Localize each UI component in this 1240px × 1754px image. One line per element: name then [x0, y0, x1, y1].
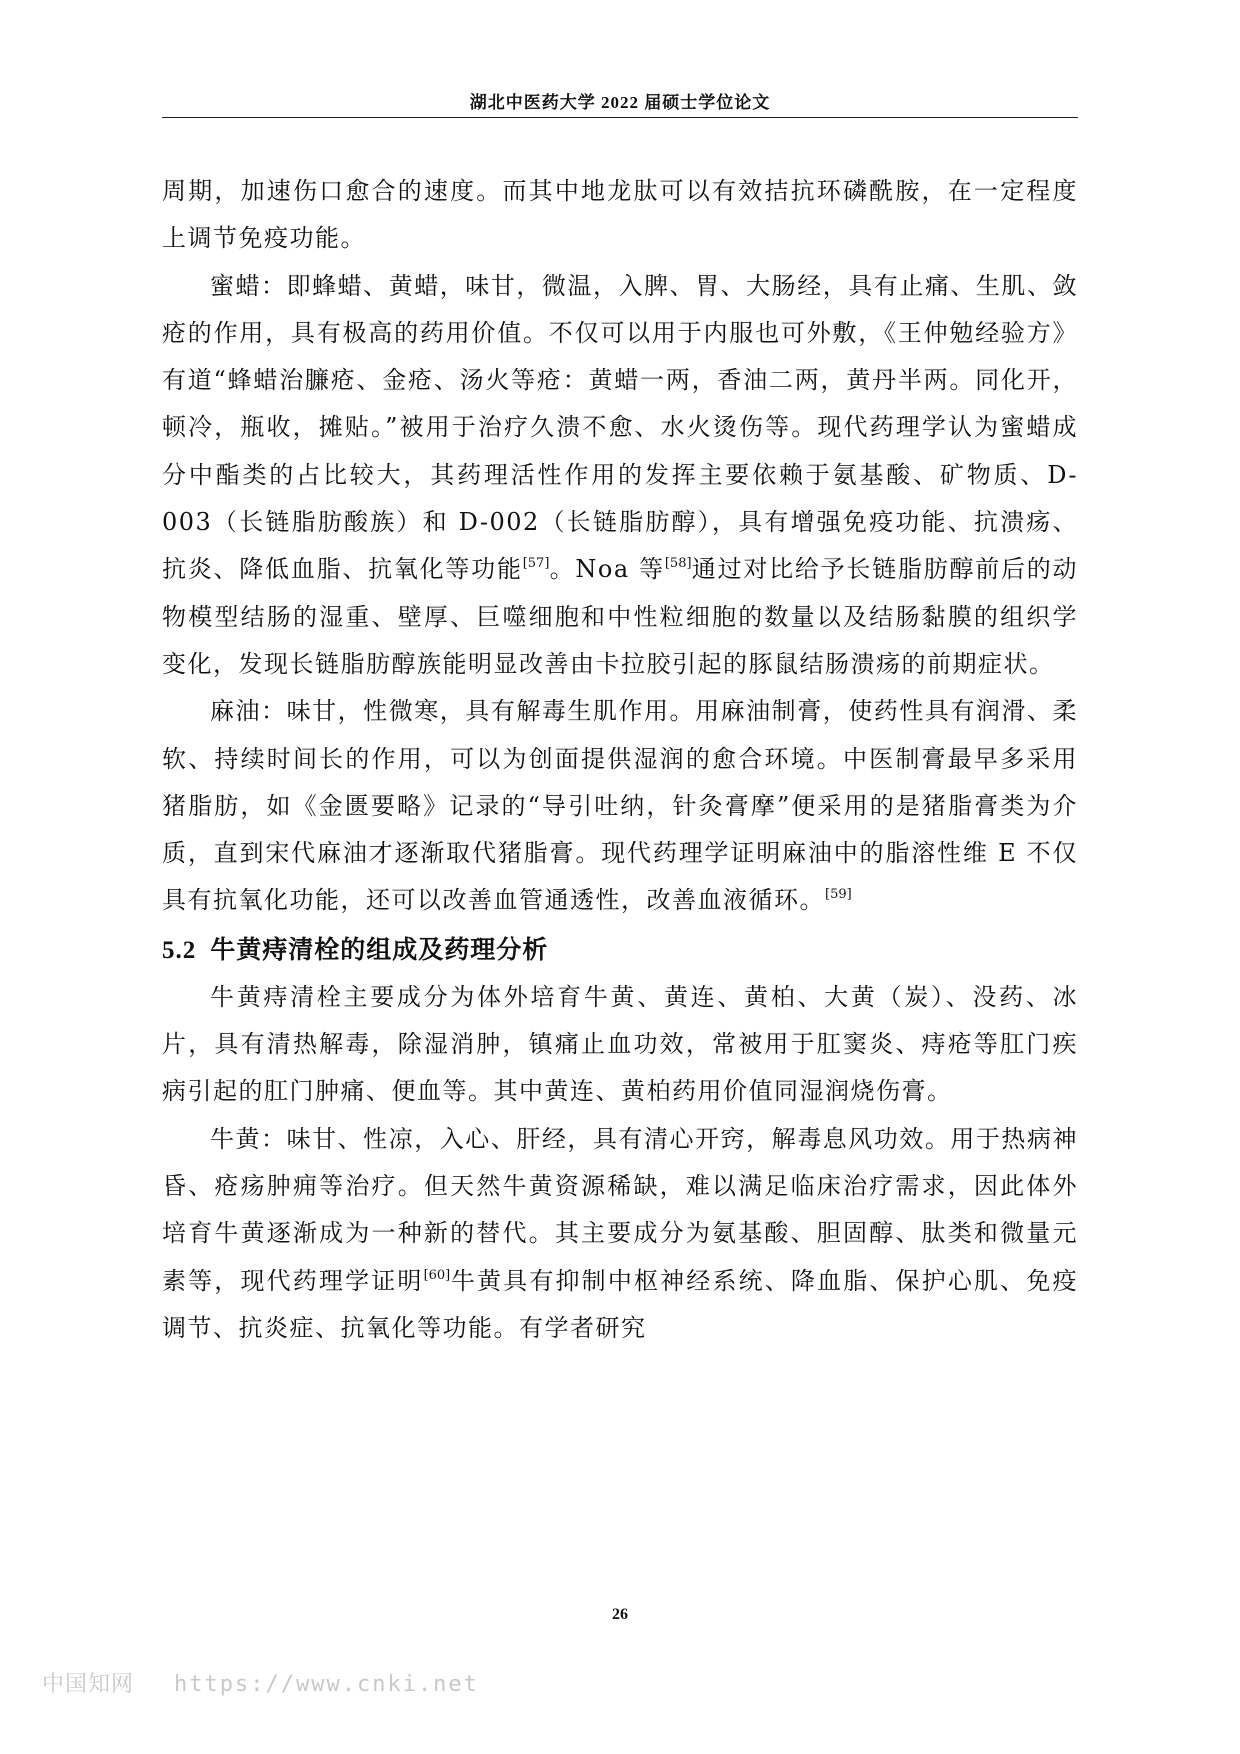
- body-text: [162, 168, 1078, 1352]
- paragraph: [162, 263, 1078, 689]
- text-run: 。Noa 等: [549, 555, 665, 584]
- section-number: 5.2: [162, 936, 197, 964]
- text-run: 牛黄痔清栓主要成分为体外培育牛黄、黄连、黄柏、大黄（炭）、没药、冰片，具有清热解毒，除湿消肿，镇痛止血功效，常被用于肛窦炎、痔疮等肛门疾病引起的肛门肿痛、便血等。其中黄连、黄柏药用价值同湿润烧伤膏。: [162, 982, 1078, 1106]
- paragraph: [162, 168, 1078, 263]
- text-run: 蜜蜡：即蜂蜡、黄蜡，味甘，微温，入脾、胃、大肠经，具有止痛、生肌、敛疮的作用，具有极高的药用价值。不仅可以用于内服也可外敷，《王仲勉经验方》有道“蜂蜡治臁疮、金疮、汤火等疮：黄蜡一两，香油二两，黄丹半两。同化开，顿冷，瓶收，摊贴。”被用于治疗久溃不愈、水火烫伤等。现代药理学认为蜜蜡成分中酯类的占比较大，其药理活性作用的发挥主要依赖于氨基酸、矿物质、D-003（长链脂肪酸族）和 D-002（长链脂肪醇），具有增强免疫功能、抗溃疡、抗炎、降低血脂、抗氧化等功能: [162, 271, 1078, 584]
- text-run: 周期，加速伤口愈合的速度。而其中地龙肽可以有效拮抗环磷酰胺，在一定程度上调节免疫功能。: [162, 177, 1078, 253]
- paragraph-group: [162, 168, 1078, 925]
- header-rule: [162, 117, 1078, 118]
- page-number: 26: [612, 1606, 628, 1623]
- paragraph: [162, 1116, 1078, 1352]
- watermark-url: https://www.cnki.net: [174, 1672, 479, 1697]
- citation-ref: [57]: [522, 556, 550, 572]
- running-header: 湖北中医药大学 2022 届硕士学位论文: [469, 93, 771, 112]
- watermark: [42, 1667, 479, 1698]
- citation-ref: [59]: [825, 887, 852, 903]
- citation-ref: [60]: [423, 1267, 451, 1283]
- section-heading: [162, 927, 1078, 974]
- text-run: 麻油：味甘，性微寒，具有解毒生肌作用。用麻油制膏，使药性具有润滑、柔软、持续时间长的作用，可以为创面提供湿润的愈合环境。中医制膏最早多采用猪脂肪，如《金匮要略》记录的“导引吐纳，针灸膏摩”便采用的是猪脂膏类为介质，直到宋代麻油才逐渐取代猪脂膏。现代药理学证明麻油中的脂溶性维 E 不仅具有抗氧化功能，还可以改善血管通透性，改善血液循环。: [162, 697, 1078, 915]
- text-run: 通过对比给予长链脂肪醇前后的动物模型结肠的湿重、壁厚、巨噬细胞和中性粒细胞的数量以及结肠黏膜的组织学变化，发现长链脂肪醇族能明显改善由卡拉胶引起的豚鼠结肠溃疡的前期症状。: [162, 555, 1079, 678]
- text-run: 牛黄：味甘、性凉，入心、肝经，具有清心开窍，解毒息风功效。用于热病神昏、疮疡肿痈等治疗。但天然牛黄资源稀缺，难以满足临床治疗需求，因此体外培育牛黄逐渐成为一种新的替代。其主要成分为氨基酸、胆固醇、肽类和微量元素等，现代药理学证明: [162, 1124, 1078, 1295]
- cnki-logo: 中国知网: [42, 1672, 135, 1697]
- paragraph: [162, 688, 1078, 924]
- text-run: 牛黄具有抑制中枢神经系统、降血脂、保护心肌、免疫调节、抗炎症、抗氧化等功能。有学者研究: [162, 1266, 1078, 1342]
- paragraph: [162, 974, 1078, 1116]
- section-title: 牛黄痔清栓的组成及药理分析: [210, 934, 549, 964]
- citation-ref: [58]: [664, 556, 692, 572]
- paragraph-group: [162, 974, 1078, 1352]
